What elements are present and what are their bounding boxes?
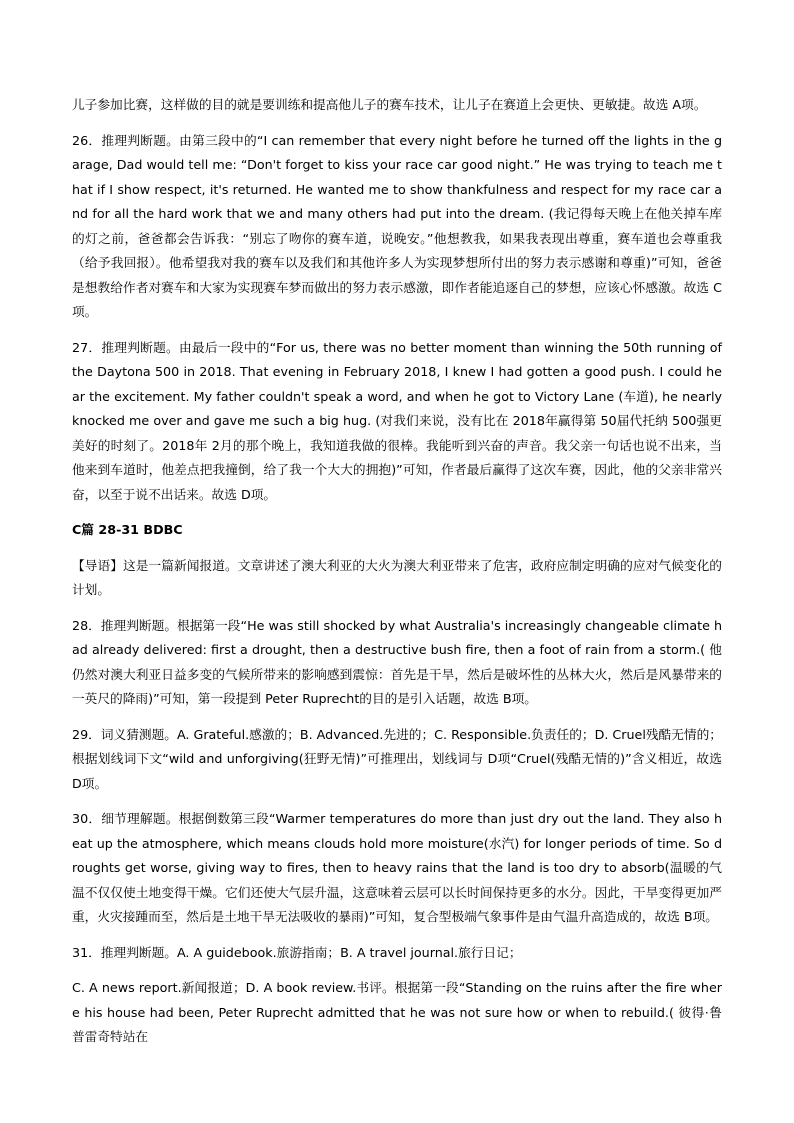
paragraph-question-30: 30．细节理解题。根据倒数第三段“Warmer temperatures do more than just dry out the land. They also heat up the atmosphere, which means clouds hold more moisture(水汽) for longer periods of time. So droughts get worse, giving way to fires, then to heavy rains that the land is too dry to absorb(温暖的气温不仅仅使土地变得干燥。它们还使大气层升温，这意味着云层可以长时间保持更多的水分。因此，干旱变得更加严重，火灾接踵而至，然后是土地干旱无法吸收的暴雨)”可知，复合型极端气象事件是由气温升高造成的，故选 B项。 xyxy=(72,811,722,924)
paragraph-question-29: 29．词义猜测题。A. Grateful.感激的；B. Advanced.先进的；C. Responsible.负责任的；D. Cruel残酷无情的；根据划线词下文“wild and unforgiving(狂野无情)”可推理出，划线词与 D项“Cruel(残酷无情的)”含义相近，故选 D项。 xyxy=(72,726,722,791)
paragraph-question-31: 31．推理判断题。A. A guidebook.旅游指南；B. A travel journal.旅行日记； xyxy=(72,944,522,960)
answer-explanations xyxy=(72,93,722,1061)
section-c-answers: C篇 28-31 BDBC xyxy=(72,522,183,537)
paragraph-continuation-25: 儿子参加比赛，这样做的目的就是要训练和提高他儿子的赛车技术，让儿子在赛道上会更快、更敏捷。故选 A项。 xyxy=(72,97,707,112)
paragraph-question-28: 28．推理判断题。根据第一段“He was still shocked by what Australia's increasingly changeable climate had already delivered: first a drought, then a destructive bush fire, then a foot of rain from a storm.( 他仍然对澳大利亚日益多变的气候所带来的影响感到震惊：首先是干旱，然后是破坏性的丛林大火，然后是风暴带来的一英尺的降雨)”可知，第一段提到 Peter Ruprecht的目的是引入话题，故选 B项。 xyxy=(72,617,722,706)
paragraph-question-27: 27．推理判断题。由最后一段中的“For us, there was no better moment than winning the 50th running of the Daytona 500 in 2018. That evening in February 2018, I knew I had gotten a good push. I could hear the excitement. My father couldn't speak a word, and when he got to Victory Lane (车道), he nearly knocked me over and gave me such a big hug. (对我们来说，没有比在 2018年赢得第 50届代托纳 500强更美好的时刻了。2018年 2月的那个晚上，我知道我做的很棒。我能听到兴奋的声音。我父亲一句话也说不出来，当他来到车道时，他差点把我撞倒，给了我一个大大的拥抱)”可知，作者最后赢得了这次车赛，因此，他的父亲非常兴奋，以至于说不出话来。故选 D项。 xyxy=(72,339,722,502)
paragraph-question-31-options: C. A news report.新闻报道；D. A book review.书评。根据第一段“Standing on the ruins after the fire where his house had been, Peter Ruprecht admitted that he was not sure how or when to rebuild.( 彼得·鲁普雷奇特站在 xyxy=(72,980,722,1044)
paragraph-introduction: 【导语】这是一篇新闻报道。文章讲述了澳大利亚的大火为澳大利亚带来了危害，政府应制定明确的应对气候变化的计划。 xyxy=(72,557,722,597)
paragraph-question-26: 26．推理判断题。由第三段中的“I can remember that every night before he turned off the lights in the garage, Dad would tell me: “Don't forget to kiss your race car good night.” He was trying to teach me that if I show respect, it's returned. He wanted me to show thankfulness and respect for my race car and for all the hard work that we and many others had put into the dream. (我记得每天晚上在他关掉车库的灯之前，爸爸都会告诉我：“别忘了吻你的赛车道，说晚安。”他想教我，如果我表现出尊重，赛车道也会尊重我（给予我回报）。他希望我对我的赛车以及我们和其他许多人为实现梦想所付出的努力表示感谢和尊重)”可知，爸爸是想教给作者对赛车和大家为实现赛车梦而做出的努力表示感激，即作者能追逐自己的梦想，应该心怀感激。故选 C项。 xyxy=(72,132,722,319)
